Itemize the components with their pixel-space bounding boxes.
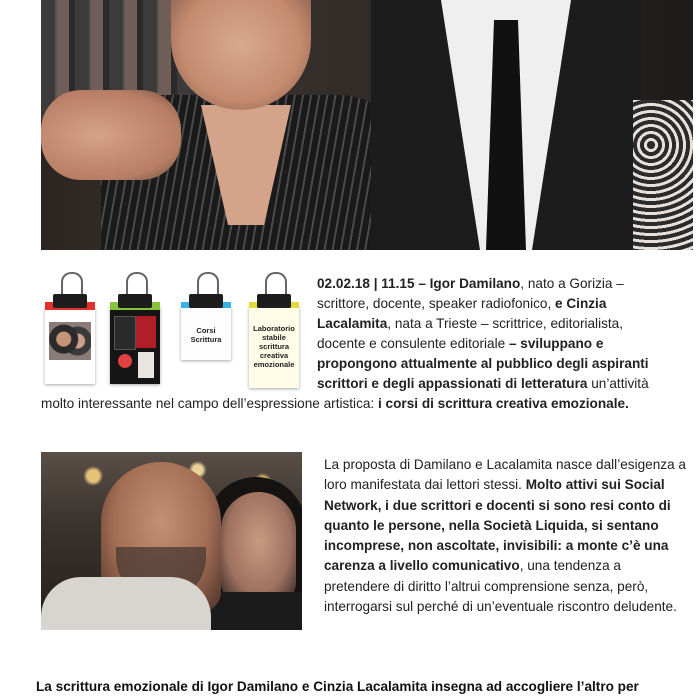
intro-paragraph: 02.02.18 | 11.15 – Igor Damilano, nato a Gorizia – scrittore, docente, speaker radiofonico, e Cinzia Lacalamita, nata a Trieste – scrittrice, editorialista, docente e consulente editoriale – sviluppano e propongono attualmente al pubblico degli aspiranti scrittori e degli appassionati di letteratura un’attività molto interessante nel campo dell’espressione artistica: i corsi di scrittura creativa emozionale. — [41, 276, 649, 411]
man-shirt — [41, 577, 211, 630]
date-author: 02.02.18 | 11.15 – Igor Damilano — [317, 276, 521, 291]
middle-photo — [41, 452, 302, 630]
closing-paragraph: La scrittura emozionale di Igor Damilano e Cinzia Lacalamita insegna ad accogliere l’altro per — [36, 679, 639, 694]
man-arm — [41, 90, 181, 180]
woman-face — [171, 0, 311, 110]
author-name: e Cinzia Lacalamita — [317, 296, 607, 331]
background-person — [633, 100, 693, 250]
woman-face — [221, 492, 296, 602]
card-label: Corsi Scrittura — [190, 326, 222, 344]
top-photo — [41, 0, 693, 250]
card-label: Laboratorio stabile scrittura creativa emozionale — [253, 324, 295, 369]
body-paragraph: La proposta di Damilano e Lacalamita nasce dall’esigenza a loro manifestata dai lettori stessi. Molto attivi sui Social Network, i due scrittori e docenti si sono resi conto di quanto le persone, nella Società Liquida, si sentano incomprese, non ascoltate, invisibili: a monte c’è una carenza a livello comunicativo, una tendenza a pretendere di diritto l’altrui comprensione senza, però, interrogarsi sul perché di un’eventuale riscontro deludente. — [324, 457, 686, 615]
